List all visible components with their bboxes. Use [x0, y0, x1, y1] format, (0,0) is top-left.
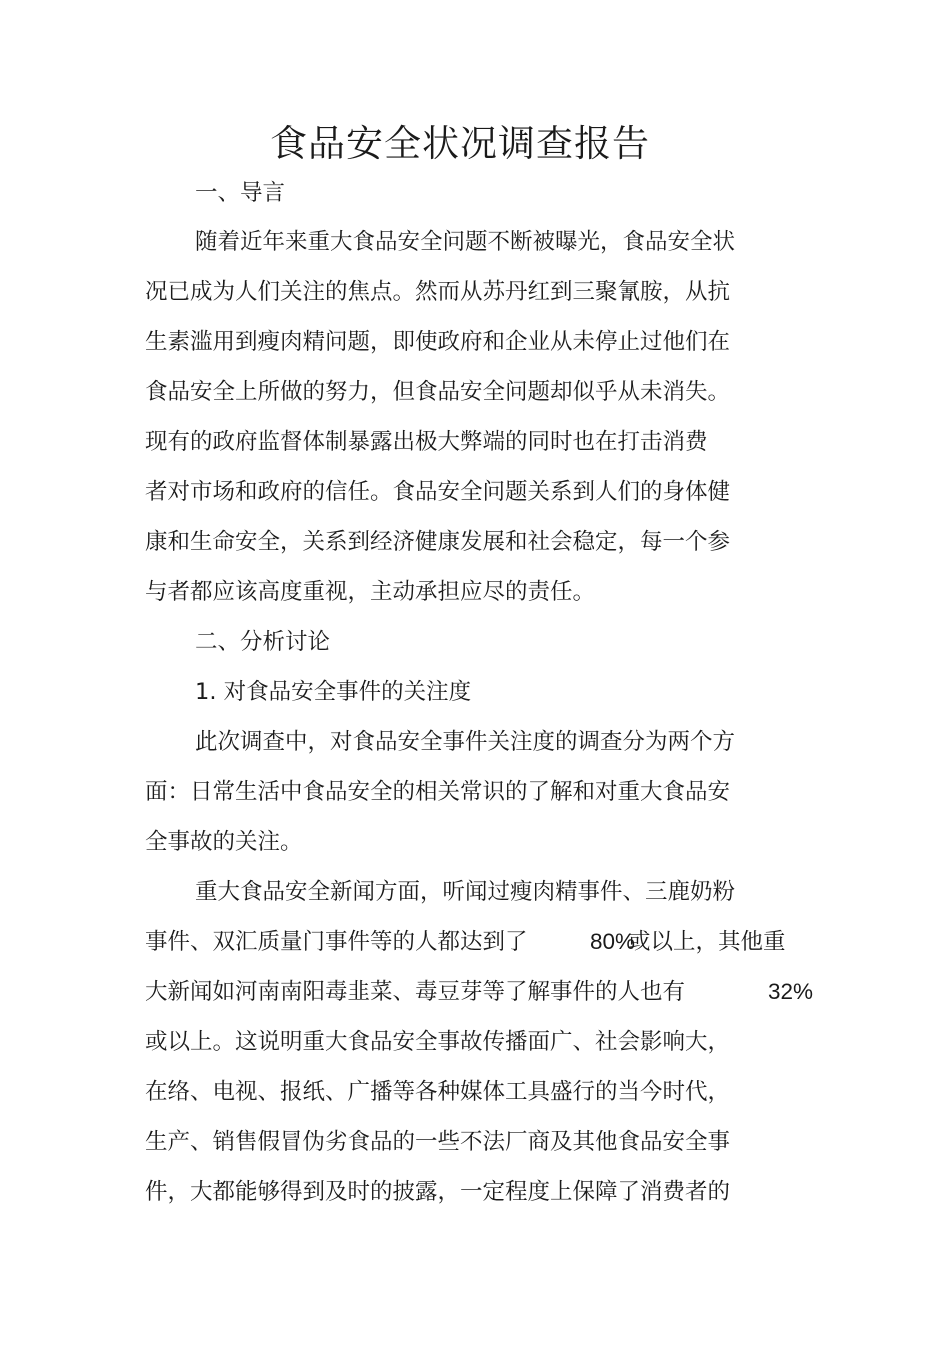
document-title: 食品安全状况调查报告 — [270, 122, 650, 165]
paragraph-line: 生产、销售假冒伪劣食品的一些不法厂商及其他食品安全事 — [145, 1129, 731, 1155]
paragraph-line: 全事故的关注。 — [145, 829, 303, 855]
section-heading-analysis: 二、分析讨论 — [195, 629, 331, 655]
section-heading-intro: 一、导言 — [195, 180, 286, 206]
paragraph-line: 件，大都能够得到及时的披露，一定程度上保障了消费者的 — [145, 1179, 731, 1205]
paragraph-line: 或以上。这说明重大食品安全事故传播面广、社会影响大， — [145, 1029, 731, 1055]
percentage-value: 80% — [590, 929, 636, 954]
paragraph-line: 随着近年来重大食品安全问题不断被曝光，食品安全状 — [195, 229, 736, 255]
paragraph-line: 食品安全上所做的努力，但食品安全问题却似乎从未消失。 — [145, 379, 731, 405]
paragraph-line: 或以上，其他重 — [628, 929, 786, 955]
paragraph-line: 重大食品安全新闻方面，听闻过瘦肉精事件、三鹿奶粉 — [195, 879, 736, 905]
paragraph-line: 康和生命安全，关系到经济健康发展和社会稳定，每一个参 — [145, 529, 731, 555]
paragraph-line: 面：日常生活中食品安全的相关常识的了解和对重大食品安 — [145, 779, 731, 805]
paragraph-line: 况已成为人们关注的焦点。然而从苏丹红到三聚氰胺，从抗 — [145, 279, 731, 305]
subsection-heading: 1. 对食品安全事件的关注度 — [195, 679, 472, 705]
paragraph-line: 现有的政府监督体制暴露出极大弊端的同时也在打击消费 — [145, 429, 708, 455]
paragraph-line: 者对市场和政府的信任。食品安全问题关系到人们的身体健 — [145, 479, 731, 505]
paragraph-line: 事件、双汇质量门事件等的人都达到了 — [145, 929, 528, 955]
paragraph-line: 在络、电视、报纸、广播等各种媒体工具盛行的当今时代， — [145, 1079, 731, 1105]
paragraph-line: 生素滥用到瘦肉精问题，即使政府和企业从未停止过他们在 — [145, 329, 731, 355]
percentage-value: 32% — [768, 979, 814, 1004]
paragraph-line: 此次调查中，对食品安全事件关注度的调查分为两个方 — [195, 729, 736, 755]
paragraph-line: 大新闻如河南南阳毒韭菜、毒豆芽等了解事件的人也有 — [145, 979, 686, 1005]
paragraph-line: 与者都应该高度重视，主动承担应尽的责任。 — [145, 579, 596, 605]
